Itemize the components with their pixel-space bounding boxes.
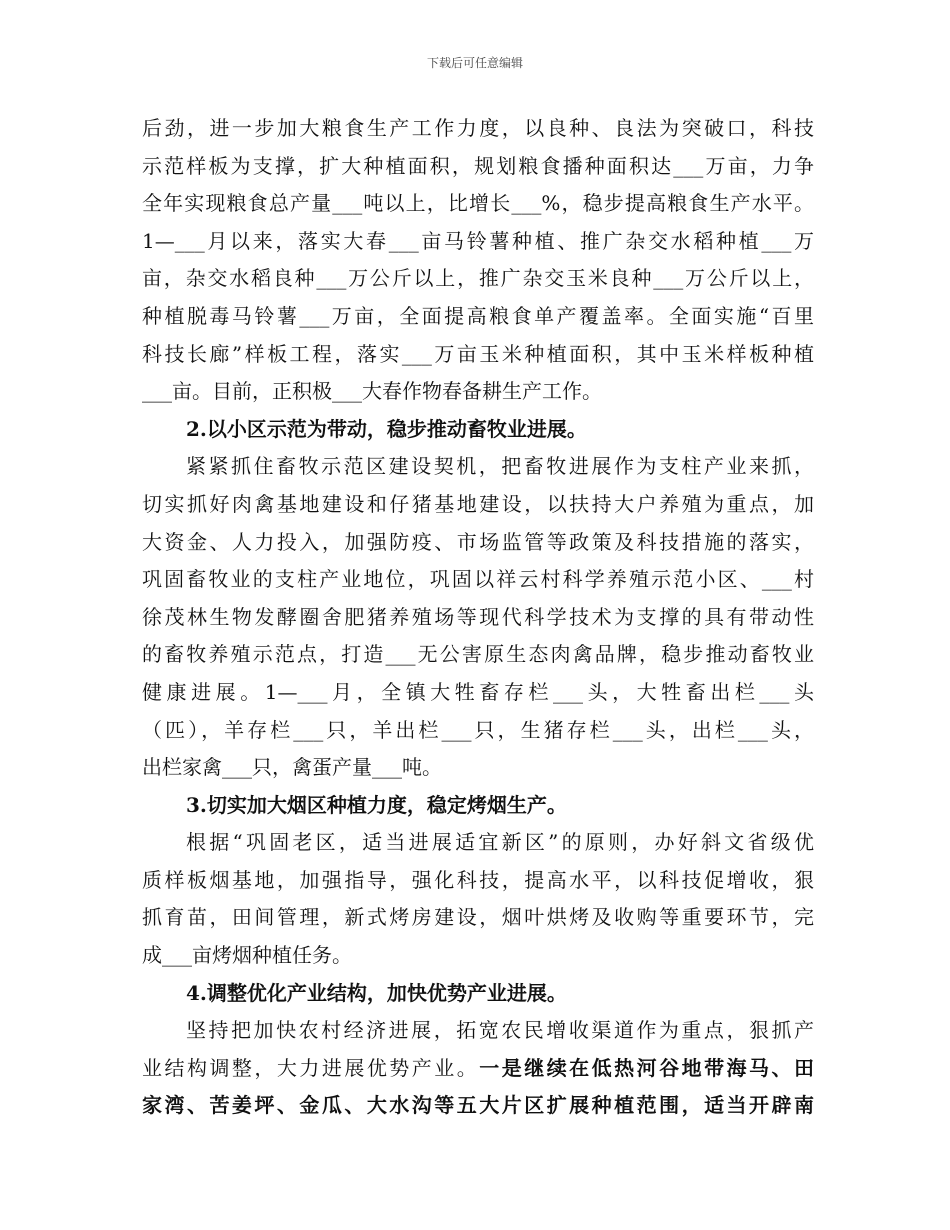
- paragraph-line: [142, 1050, 814, 1088]
- paragraph-line: 亩，杂交水稻良种___万公斤以上，推广杂交玉米良种___万公斤以上，: [142, 266, 814, 291]
- paragraph-line: ___亩。目前，正积极___大春作物春备耕生产工作。: [142, 379, 602, 404]
- paragraph-line: 大资金、人力投入，加强防疫、市场监管等政策及科技措施的落实，: [142, 529, 814, 554]
- paragraph-line: 切实抓好肉禽基地建设和仔猪基地建设，以扶持大户养殖为重点，加: [142, 491, 814, 516]
- paragraph-line: （匹），羊存栏___只，羊出栏___只，生猪存栏___头，出栏___头，: [142, 717, 814, 742]
- paragraph-line: 出栏家禽___只，禽蛋产量___吨。: [142, 755, 442, 780]
- document-body: [142, 110, 814, 1125]
- paragraph-text: 业结构调整，大力进展优势产业。: [142, 1055, 480, 1080]
- paragraph-line: 家湾、苦姜坪、金瓜、大水沟等五大片区扩展种植范围，适当开辟南: [142, 1093, 814, 1118]
- paragraph-line: 1—___月以来，落实大春___亩马铃薯种植、推广杂交水稻种植___万: [142, 228, 814, 253]
- paragraph-line: 根据“巩固老区，适当进展适宜新区”的原则，办好斜文省级优: [186, 830, 814, 855]
- section-heading-3: 3.切实加大烟区种植力度，稳定烤烟生产。: [186, 792, 567, 817]
- paragraph-line: 种植脱毒马铃薯___万亩，全面提高粮食单产覆盖率。全面实施“百里: [142, 303, 814, 328]
- paragraph-line: 徐茂林生物发酵圈舍肥猪养殖场等现代科学技术为支撑的具有带动性: [142, 604, 814, 629]
- paragraph-line: 的畜牧养殖示范点，打造___无公害原生态肉禽品牌，稳步推动畜牧业: [142, 642, 814, 667]
- paragraph-line: 抓育苗，田间管理，新式烤房建设，烟叶烘烤及收购等重要环节，完: [142, 905, 814, 930]
- paragraph-line: 科技长廊”样板工程，落实___万亩玉米种植面积，其中玉米样板种植: [142, 341, 814, 366]
- paragraph-bold-text: 一是继续在低热河谷地带海马、田: [479, 1055, 815, 1080]
- paragraph-line: 后劲，进一步加大粮食生产工作力度，以良种、良法为突破口，科技: [142, 116, 814, 140]
- paragraph-line: 坚持把加快农村经济进展，拓宽农民增收渠道作为重点，狠抓产: [186, 1018, 814, 1043]
- paragraph-line: 质样板烟基地，加强指导，强化科技，提高水平，以科技促增收，狠: [142, 867, 814, 892]
- paragraph-line: 示范样板为支撑，扩大种植面积，规划粮食播种面积达___万亩，力争: [142, 153, 814, 178]
- section-heading-2: 2.以小区示范为带动，稳步推动畜牧业进展。: [186, 416, 587, 441]
- paragraph-line: 紧紧抓住畜牧示范区建设契机，把畜牧进展作为支柱产业来抓，: [186, 454, 814, 479]
- paragraph-line: 巩固畜牧业的支柱产业地位，巩固以祥云村科学养殖示范小区、___村: [142, 567, 814, 592]
- page-header: 下载后可任意编辑: [426, 56, 523, 70]
- section-heading-4: 4.调整优化产业结构，加快优势产业进展。: [186, 980, 567, 1005]
- paragraph-line: 成___亩烤烟种植任务。: [142, 943, 352, 968]
- paragraph-line: 健康进展。1—___月，全镇大牲畜存栏___头，大牲畜出栏___头: [142, 679, 814, 704]
- paragraph-line: 全年实现粮食总产量___吨以上，比增长___%，稳步提高粮食生产水平。: [142, 191, 814, 216]
